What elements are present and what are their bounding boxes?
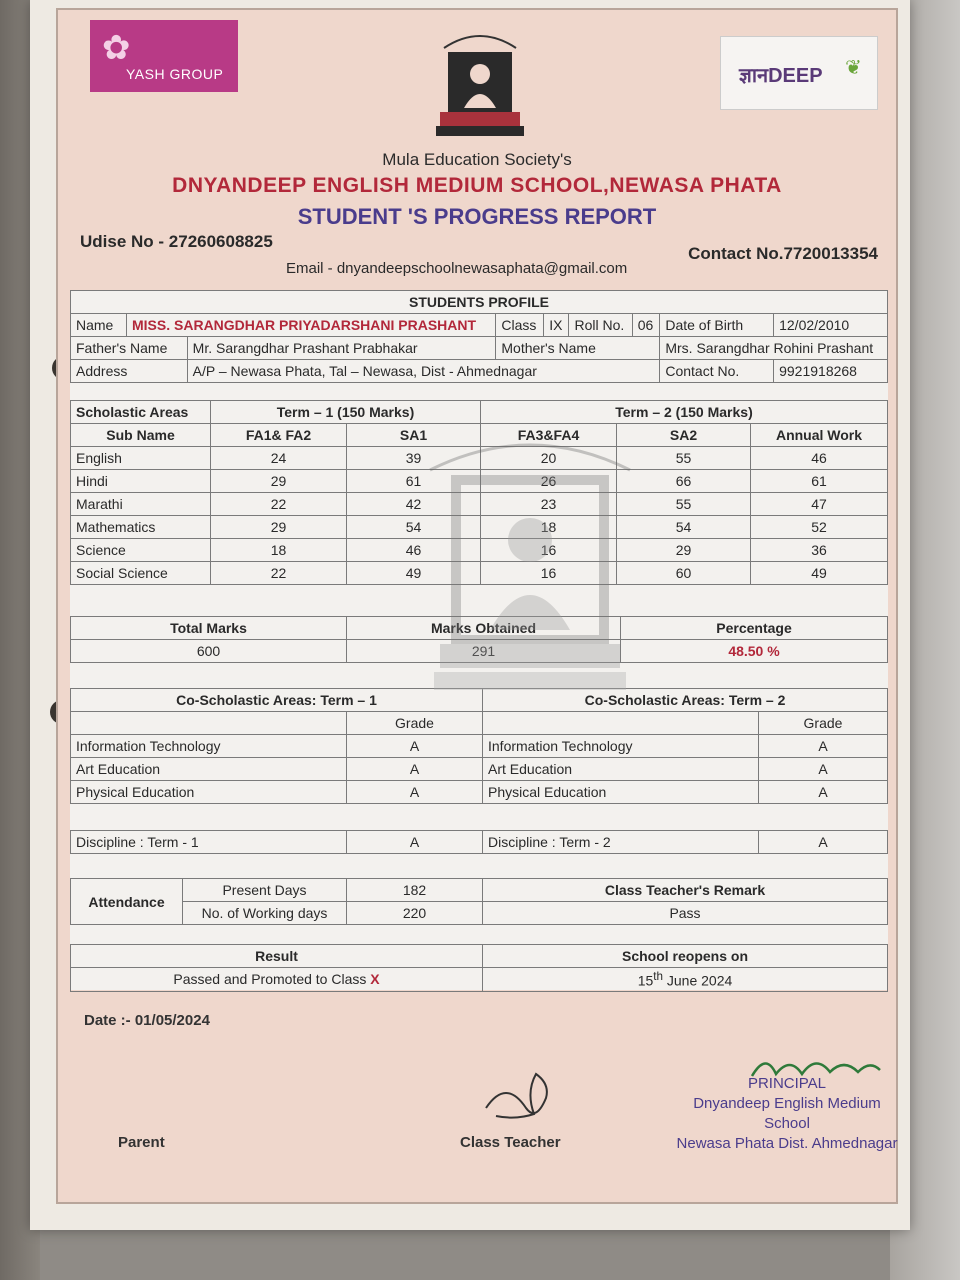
term1-heading: Term – 1 (150 Marks) (211, 401, 481, 424)
co-area-name: Information Technology (71, 735, 347, 758)
co-grade: A (759, 735, 888, 758)
fa34-mark: 16 (481, 562, 617, 585)
dob-label: Date of Birth (660, 314, 774, 337)
contact-value: 9921918268 (774, 360, 888, 383)
fa12-mark: 22 (211, 562, 347, 585)
yash-group-logo: ✿ YASH GROUP (90, 20, 238, 92)
sa2-mark: 54 (617, 516, 751, 539)
table-row (71, 562, 888, 585)
percentage-value: 48.50 % (621, 640, 888, 663)
co-grade: A (347, 735, 483, 758)
fa12-mark: 18 (211, 539, 347, 562)
annual-mark: 36 (751, 539, 888, 562)
class-teacher-label: Class Teacher (460, 1134, 561, 1151)
principal-title: PRINCIPAL (747, 1075, 827, 1092)
subject-name: Hindi (71, 470, 211, 493)
sa1-mark: 39 (347, 447, 481, 470)
fa12-mark: 24 (211, 447, 347, 470)
subject-name: Social Science (71, 562, 211, 585)
co-area-name: Art Education (71, 758, 347, 781)
fa12-mark: 29 (211, 516, 347, 539)
totals-section (70, 616, 888, 663)
co-term2-title: Co-Scholastic Areas: Term – 2 (483, 689, 888, 712)
discipline-term2-label: Discipline : Term - 2 (483, 831, 759, 854)
address-value: A/P – Newasa Phata, Tal – Newasa, Dist - Ahmednagar (187, 360, 660, 383)
subject-name: Mathematics (71, 516, 211, 539)
table-row (71, 539, 888, 562)
dob-value: 12/02/2010 (774, 314, 888, 337)
udise-number: Udise No - 27260608825 (80, 232, 273, 251)
profile-section (70, 290, 888, 383)
co-grade: A (759, 781, 888, 804)
roll-label: Roll No. (569, 314, 632, 337)
sa1-mark: 49 (347, 562, 481, 585)
table-row (71, 493, 888, 516)
report-card (56, 8, 898, 1204)
teacher-remark-value: Pass (483, 902, 888, 925)
table-row (71, 470, 888, 493)
sub-name-header: Sub Name (71, 424, 211, 447)
report-body (70, 290, 888, 990)
marks-obtained-value: 291 (347, 640, 621, 663)
report-date: Date :- 01/05/2024 (84, 1012, 210, 1029)
principal-school: Dnyandeep English Medium School (693, 1095, 881, 1132)
profile-heading: STUDENTS PROFILE (71, 291, 888, 314)
teacher-signature-icon (476, 1068, 566, 1128)
sa2-mark: 66 (617, 470, 751, 493)
fa34-header: FA3&FA4 (481, 424, 617, 447)
term2-heading: Term – 2 (150 Marks) (481, 401, 888, 424)
mother-name: Mrs. Sarangdhar Rohini Prashant (660, 337, 888, 360)
fa34-mark: 23 (481, 493, 617, 516)
sa1-header: SA1 (347, 424, 481, 447)
co-area-name: Information Technology (483, 735, 759, 758)
address-label: Address (71, 360, 188, 383)
sa2-mark: 60 (617, 562, 751, 585)
leaf-icon: ❦ (845, 57, 862, 79)
percentage-label: Percentage (621, 617, 888, 640)
school-contact: Contact No.7720013354 (688, 244, 878, 263)
scholastic-title: Scholastic Areas (71, 401, 211, 424)
society-name: Mula Education Society's (382, 150, 572, 169)
present-days-value: 182 (347, 879, 483, 902)
co-area-name: Physical Education (71, 781, 347, 804)
mother-label: Mother's Name (496, 337, 660, 360)
result-label: Result (71, 945, 483, 968)
result-section (70, 944, 888, 992)
table-row (71, 516, 888, 539)
fa34-mark: 20 (481, 447, 617, 470)
table-row (71, 758, 888, 781)
working-days-label: No. of Working days (183, 902, 347, 925)
report-title: STUDENT 'S PROGRESS REPORT (297, 204, 657, 229)
school-email: Email - dnyandeepschoolnewasaphata@gmail.com (286, 260, 628, 277)
total-marks-value: 600 (71, 640, 347, 663)
annual-mark: 61 (751, 470, 888, 493)
school-name: DNYANDEEP ENGLISH MEDIUM SCHOOL,NEWASA PHATA (172, 174, 782, 197)
promoted-class: X (370, 971, 380, 988)
fa34-mark: 16 (481, 539, 617, 562)
subject-name: English (71, 447, 211, 470)
principal-place: Newasa Phata Dist. Ahmednagar (676, 1135, 898, 1152)
subject-name: Science (71, 539, 211, 562)
co-term2-grade-header: Grade (759, 712, 888, 735)
table-row (71, 735, 888, 758)
present-days-label: Present Days (183, 879, 347, 902)
reopen-label: School reopens on (483, 945, 888, 968)
total-marks-label: Total Marks (71, 617, 347, 640)
table-row (71, 781, 888, 804)
discipline-term2-grade: A (759, 831, 888, 854)
co-grade: A (347, 758, 483, 781)
fa12-mark: 29 (211, 470, 347, 493)
class-label: Class (496, 314, 544, 337)
table-row (71, 447, 888, 470)
co-scholastic-section (70, 688, 888, 804)
name-label: Name (71, 314, 127, 337)
fa12-mark: 22 (211, 493, 347, 516)
sa2-mark: 29 (617, 539, 751, 562)
annual-header: Annual Work (751, 424, 888, 447)
roll-value: 06 (632, 314, 660, 337)
flower-icon: ✿ (102, 29, 131, 67)
parent-signature-label: Parent (118, 1134, 165, 1151)
fa12-header: FA1& FA2 (211, 424, 347, 447)
annual-mark: 52 (751, 516, 888, 539)
annual-mark: 47 (751, 493, 888, 516)
annual-mark: 46 (751, 447, 888, 470)
reopen-day-suffix: th (653, 970, 663, 983)
co-area-name: Art Education (483, 758, 759, 781)
father-name: Mr. Sarangdhar Prashant Prabhakar (187, 337, 496, 360)
co-term1-grade-header: Grade (347, 712, 483, 735)
contact-label: Contact No. (660, 360, 774, 383)
teacher-remark-label: Class Teacher's Remark (483, 879, 888, 902)
reopen-day: 15 (637, 972, 654, 989)
sa1-mark: 61 (347, 470, 481, 493)
co-area-name: Physical Education (483, 781, 759, 804)
marks-obtained-label: Marks Obtained (347, 617, 621, 640)
discipline-section (70, 830, 888, 854)
father-label: Father's Name (71, 337, 188, 360)
school-emblem-icon (434, 28, 526, 140)
annual-mark: 49 (751, 562, 888, 585)
sa2-header: SA2 (617, 424, 751, 447)
discipline-term1-grade: A (347, 831, 483, 854)
principal-stamp (672, 1074, 902, 1154)
report-header (58, 10, 896, 300)
co-term1-title: Co-Scholastic Areas: Term – 1 (71, 689, 483, 712)
discipline-term1-label: Discipline : Term - 1 (71, 831, 347, 854)
reopen-date (483, 968, 888, 992)
attendance-label: Attendance (71, 879, 183, 925)
class-value: IX (544, 314, 569, 337)
reopen-month-year: June 2024 (663, 972, 733, 989)
dnyandeep-logo: ज्ञानDEEP ❦ (720, 36, 878, 110)
fa34-mark: 26 (481, 470, 617, 493)
fa34-mark: 18 (481, 516, 617, 539)
scholastic-section (70, 400, 888, 585)
sa2-mark: 55 (617, 447, 751, 470)
co-grade: A (347, 781, 483, 804)
attendance-section (70, 878, 888, 925)
subject-name: Marathi (71, 493, 211, 516)
result-value (71, 968, 483, 992)
co-grade: A (759, 758, 888, 781)
paper-sheet (30, 0, 910, 1230)
sa1-mark: 54 (347, 516, 481, 539)
working-days-value: 220 (347, 902, 483, 925)
student-name: MISS. SARANGDHAR PRIYADARSHANI PRASHANT (127, 314, 496, 337)
sa1-mark: 42 (347, 493, 481, 516)
result-text: Passed and Promoted to Class (173, 971, 367, 988)
sa2-mark: 55 (617, 493, 751, 516)
sa1-mark: 46 (347, 539, 481, 562)
